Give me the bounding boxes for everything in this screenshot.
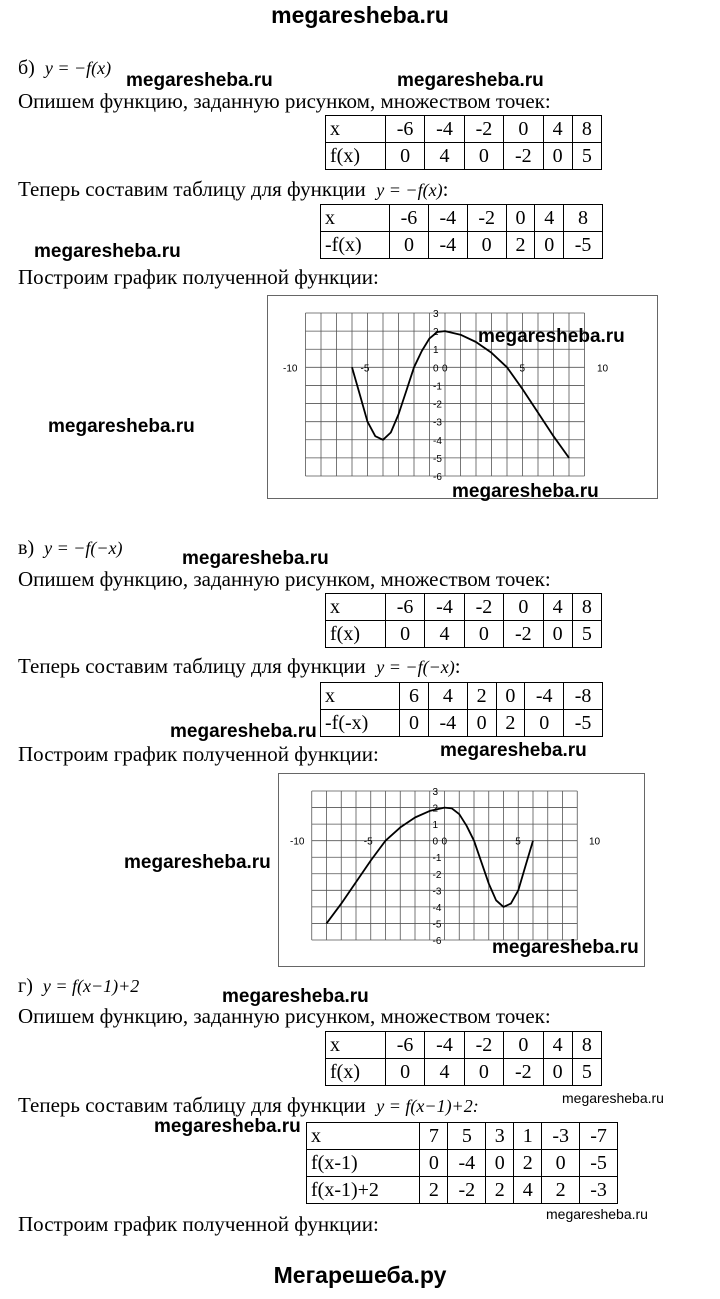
x-tick-label: 5	[515, 836, 521, 848]
describe-text-g: Опишем функцию, заданную рисунком, множеством точек:	[18, 1004, 551, 1028]
part-g-label	[18, 974, 139, 998]
watermark: megaresheba.ru	[546, 1206, 648, 1222]
y-tick-label: -2	[433, 399, 442, 411]
source-table-v: x -6 -4 -2 0 4 8 f(x) 0 4 0 -2 0 5	[325, 593, 602, 648]
part-b-label	[18, 56, 111, 80]
watermark: megaresheba.ru	[182, 548, 329, 569]
y-tick-label: -3	[433, 417, 442, 429]
watermark: megaresheba.ru	[126, 70, 273, 91]
compose-text-g: Теперь составим таблицу для функции y = f(x−1)+2:	[18, 1093, 479, 1117]
result-table-b: x -6 -4 -2 0 4 8 -f(x) 0 -4 0 2 0 -5	[320, 204, 603, 259]
part-b-formula: y = −f(x)	[44, 58, 112, 78]
y-tick-label: -5	[432, 919, 442, 931]
site-footer[interactable]: Мегарешеба.ру	[273, 1262, 447, 1288]
watermark: megaresheba.ru	[562, 1090, 664, 1106]
x-tick-label: -5	[363, 836, 373, 848]
y-tick-label: 0	[432, 836, 439, 848]
y-tick-label: -5	[433, 453, 442, 465]
part-v-letter: в)	[18, 537, 35, 559]
y-tick-label: -6	[433, 472, 442, 483]
grid	[312, 791, 578, 940]
watermark: megaresheba.ru	[452, 481, 599, 502]
compose-text-b: Теперь составим таблицу для функции y = −f(x):	[18, 177, 449, 201]
x-tick-label: 10	[597, 363, 609, 375]
y-tick-label: -6	[432, 936, 442, 947]
compose-text-v: Теперь составим таблицу для функции y = −f(−x):	[18, 654, 461, 678]
y-tick-label: 1	[433, 345, 439, 357]
y-tick-label: -2	[432, 869, 442, 881]
x-tick-label: -5	[360, 363, 370, 375]
x-tick-label: 5	[519, 363, 526, 375]
x-tick-label: 0	[442, 363, 448, 375]
part-v-label	[18, 536, 123, 560]
y-tick-label: 3	[433, 309, 439, 320]
x-tick-label: -10	[290, 836, 305, 848]
y-tick-label: -1	[433, 381, 442, 393]
watermark: megaresheba.ru	[154, 1116, 301, 1137]
watermark: megaresheba.ru	[397, 70, 544, 91]
y-tick-label: -1	[432, 853, 442, 865]
y-tick-label: 2	[432, 803, 439, 815]
part-g-formula: y = f(x−1)+2	[42, 976, 140, 996]
source-table-b: x -6 -4 -2 0 4 8 f(x) 0 4 0 -2 0 5	[325, 115, 602, 170]
watermark: megaresheba.ru	[478, 326, 625, 347]
source-table-g: x -6 -4 -2 0 4 8 f(x) 0 4 0 -2 0 5	[325, 1031, 602, 1086]
y-tick-label: -3	[432, 886, 442, 898]
watermark: megaresheba.ru	[222, 986, 369, 1007]
y-tick-label: -4	[432, 902, 442, 914]
describe-text-v: Опишем функцию, заданную рисунком, множеством точек:	[18, 567, 551, 591]
x-tick-label: -10	[283, 363, 298, 375]
result-table-v: x 6 4 2 0 -4 -8 -f(-x) 0 -4 0 2 0 -5	[320, 682, 603, 737]
watermark: megaresheba.ru	[48, 416, 195, 437]
watermark: megaresheba.ru	[492, 937, 639, 958]
y-tick-label: 2	[433, 327, 439, 339]
part-g-letter: г)	[18, 975, 33, 997]
y-tick-label: 0	[433, 363, 439, 375]
watermark: megaresheba.ru	[440, 740, 587, 761]
describe-text: Опишем функцию, заданную рисунком, множеством точек:	[18, 89, 551, 113]
site-header[interactable]: megaresheba.ru	[271, 2, 449, 28]
result-table-g: x 7 5 3 1 -3 -7 f(x-1) 0 -4 0 2 0 -5 f(x-1)+2 2 -2 2 4 2 -3	[306, 1122, 618, 1204]
plot-text-g: Построим график полученной функции:	[18, 1212, 379, 1236]
plot-text-b: Построим график полученной функции:	[18, 265, 379, 289]
y-tick-label: 1	[432, 820, 439, 832]
watermark: megaresheba.ru	[34, 241, 181, 262]
y-tick-label: 3	[432, 787, 439, 798]
watermark: megaresheba.ru	[170, 721, 317, 742]
y-tick-label: -4	[433, 435, 442, 447]
x-tick-label: 10	[589, 836, 601, 848]
watermark: megaresheba.ru	[124, 852, 271, 873]
x-tick-label: 0	[441, 836, 448, 848]
part-v-formula: y = −f(−x)	[44, 538, 123, 558]
plot-text-v: Построим график полученной функции:	[18, 742, 379, 766]
part-b-letter: б)	[18, 57, 35, 79]
